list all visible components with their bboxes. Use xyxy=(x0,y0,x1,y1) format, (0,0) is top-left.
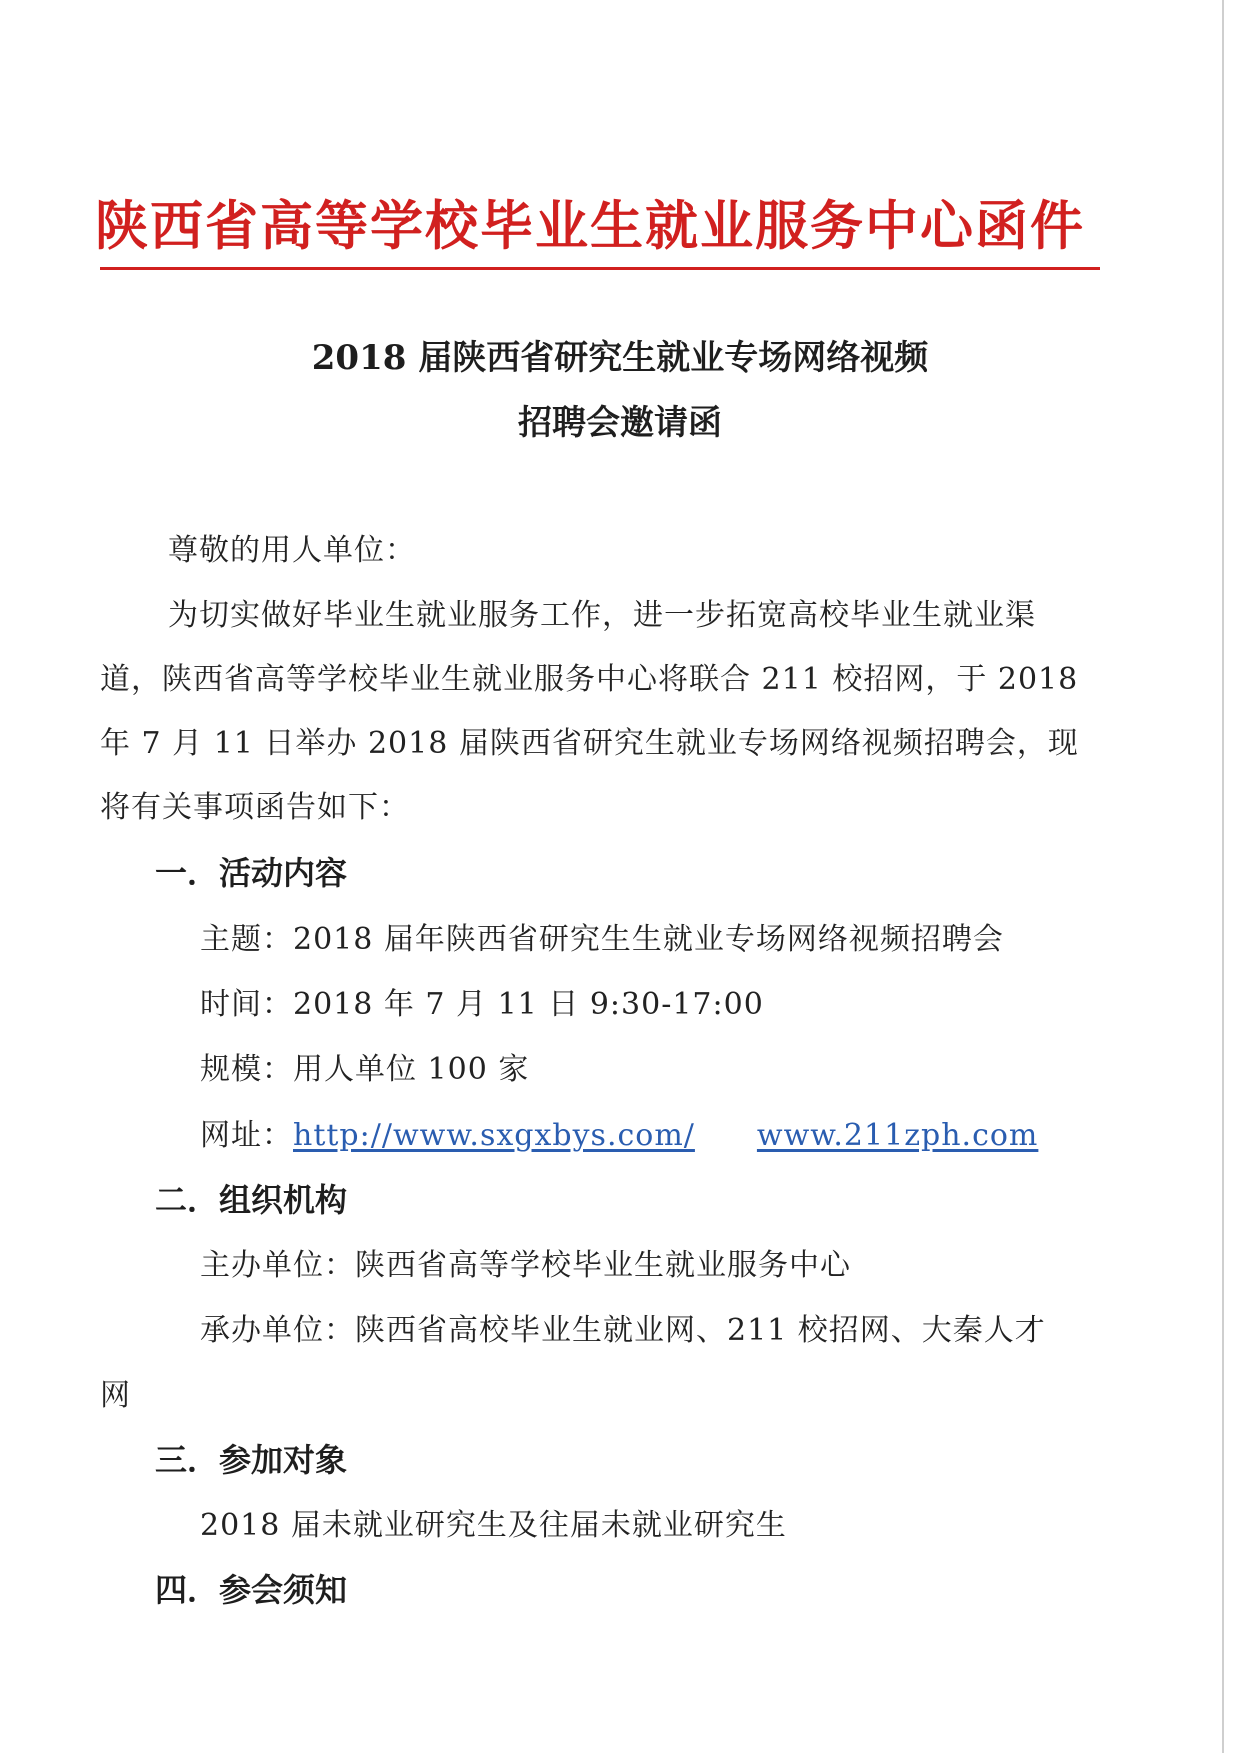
time-value: 2018 年 7 月 11 日 9:30-17:00 xyxy=(293,987,764,1022)
url-label: 网址： xyxy=(200,1118,293,1153)
intro-line-3: 年 7 月 11 日举办 2018 届陕西省研究生就业专场网络视频招聘会，现 xyxy=(100,726,1079,761)
organizer-wrap: 网 xyxy=(100,1378,131,1413)
theme-value: 2018 届年陕西省研究生生就业专场网络视频招聘会 xyxy=(293,922,1004,957)
url-link-sxgxbys[interactable]: http://www.sxgxbys.com/ xyxy=(293,1118,695,1153)
intro-line-1: 为切实做好毕业生就业服务工作，进一步拓宽高校毕业生就业渠 xyxy=(168,598,1036,633)
time-row xyxy=(200,979,764,1023)
organizer-label: 承办单位： xyxy=(200,1313,355,1348)
host-row xyxy=(200,1240,851,1284)
salutation: 尊敬的用人单位： xyxy=(168,533,416,568)
intro-line-2: 道，陕西省高等学校毕业生就业服务中心将联合 211 校招网，于 2018 xyxy=(100,662,1079,697)
page-edge-line xyxy=(1222,0,1224,1753)
scale-row xyxy=(200,1044,529,1088)
section-heading-activity: 一．活动内容 xyxy=(155,854,348,892)
intro-line-4: 将有关事项函告如下： xyxy=(100,790,410,825)
document-title-line-1: 2018 届陕西省研究生就业专场网络视频 xyxy=(311,338,929,378)
url-row xyxy=(200,1110,1038,1154)
section-heading-audience: 三．参加对象 xyxy=(155,1441,348,1479)
section-heading-organization: 二．组织机构 xyxy=(155,1181,348,1219)
host-value: 陕西省高等学校毕业生就业服务中心 xyxy=(355,1248,851,1283)
scale-label: 规模： xyxy=(200,1052,293,1087)
letterhead-title: 陕西省高等学校毕业生就业服务中心函件 xyxy=(95,196,1085,257)
theme-label: 主题： xyxy=(200,922,293,957)
audience-text: 2018 届未就业研究生及往届未就业研究生 xyxy=(200,1508,787,1543)
section-heading-notes: 四．参会须知 xyxy=(155,1571,348,1609)
url-link-211zph[interactable]: www.211zph.com xyxy=(756,1118,1039,1153)
document-title-line-2: 招聘会邀请函 xyxy=(518,403,722,443)
time-label: 时间： xyxy=(200,987,293,1022)
organizer-row xyxy=(200,1305,1046,1349)
theme-row xyxy=(200,914,1004,958)
scale-value: 用人单位 100 家 xyxy=(293,1052,530,1087)
letterhead-rule xyxy=(100,267,1100,270)
host-label: 主办单位： xyxy=(200,1248,355,1283)
organizer-value: 陕西省高校毕业生就业网、211 校招网、大秦人才 xyxy=(355,1313,1046,1348)
